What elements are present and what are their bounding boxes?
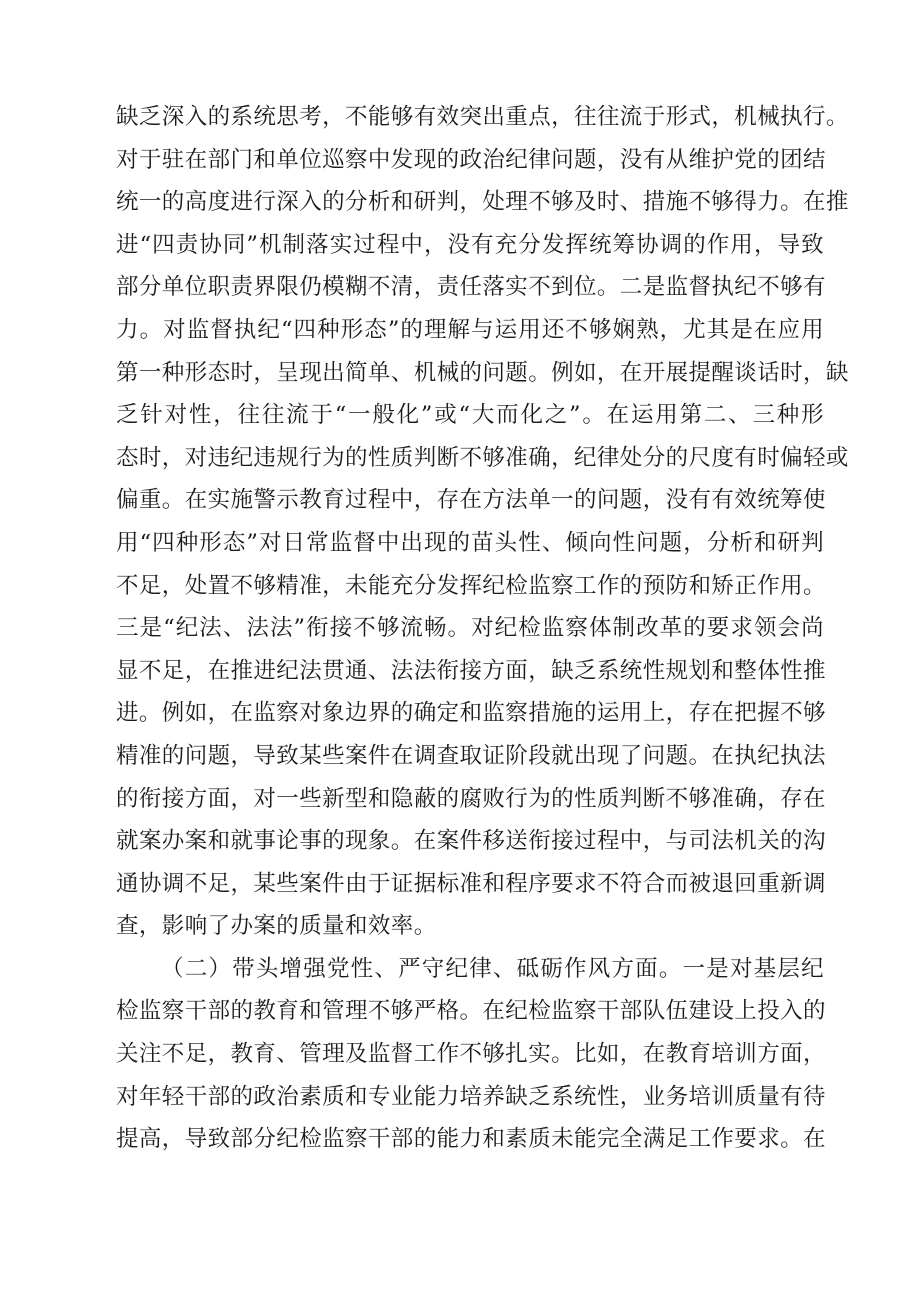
text-line: 关注不足，教育、管理及监督工作不够扎实。比如，在教育培训方面， (116, 1041, 826, 1068)
paragraph-1 (116, 96, 849, 948)
text-line: 用“四种形态”对日常监督中出现的苗头性、倾向性问题，分析和研判 (116, 529, 824, 556)
text-line: 对年轻干部的政治素质和专业能力培养缺乏系统性，业务培训质量有待 (116, 1083, 826, 1110)
text-line: 的衔接方面，对一些新型和隐蔽的腐败行为的性质判断不够准确，存在 (116, 785, 826, 812)
text-line: 力。对监督执纪“四种形态”的理解与运用还不够娴熟，尤其是在应用 (116, 316, 824, 343)
text-line: 显不足，在推进纪法贯通、法法衔接方面，缺乏系统性规划和整体性推 (116, 657, 826, 684)
text-line: 查，影响了办案的质量和效率。 (116, 913, 437, 940)
section-heading-line: （二）带头增强党性、严守纪律、砥砺作风方面。一是对基层纪 (161, 955, 824, 982)
document-body (116, 96, 849, 1161)
text-line: 第一种形态时，呈现出简单、机械的问题。例如，在开展提醒谈话时，缺 (116, 359, 849, 386)
text-line: 乏针对性，往往流于“一般化”或“大而化之”。在运用第二、三种形 (116, 402, 824, 429)
text-line: 三是“纪法、法法”衔接不够流畅。对纪检监察体制改革的要求领会尚 (116, 615, 824, 642)
text-line: 态时，对违纪违规行为的性质判断不够准确，纪律处分的尺度有时偏轻或 (116, 444, 849, 471)
text-line: 统一的高度进行深入的分析和研判，处理不够及时、措施不够得力。在推 (116, 189, 849, 216)
paragraph-2 (116, 948, 824, 1161)
text-line: 提高，导致部分纪检监察干部的能力和素质未能完全满足工作要求。在 (116, 1126, 826, 1153)
text-line: 就案办案和就事论事的现象。在案件移送衔接过程中，与司法机关的沟 (116, 828, 826, 855)
text-line: 精准的问题，导致某些案件在调查取证阶段就出现了问题。在执纪执法 (116, 742, 826, 769)
text-line: 对于驻在部门和单位巡察中发现的政治纪律问题，没有从维护党的团结 (116, 146, 826, 173)
text-line: 进“四责协同”机制落实过程中，没有充分发挥统筹协调的作用，导致 (116, 231, 824, 258)
text-line: 偏重。在实施警示教育过程中，存在方法单一的问题，没有有效统筹使 (116, 487, 826, 514)
text-line: 进。例如，在监察对象边界的确定和监察措施的运用上，存在把握不够 (116, 700, 826, 727)
text-line: 缺乏深入的系统思考，不能够有效突出重点，往往流于形式，机械执行。 (116, 104, 849, 130)
text-line: 不足，处置不够精准，未能充分发挥纪检监察工作的预防和矫正作用。 (116, 572, 826, 599)
text-line: 通协调不足，某些案件由于证据标准和程序要求不符合而被退回重新调 (116, 870, 826, 897)
text-line: 检监察干部的教育和管理不够严格。在纪检监察干部队伍建设上投入的 (116, 998, 826, 1025)
text-line: 部分单位职责界限仍模糊不清，责任落实不到位。二是监督执纪不够有 (116, 274, 826, 301)
